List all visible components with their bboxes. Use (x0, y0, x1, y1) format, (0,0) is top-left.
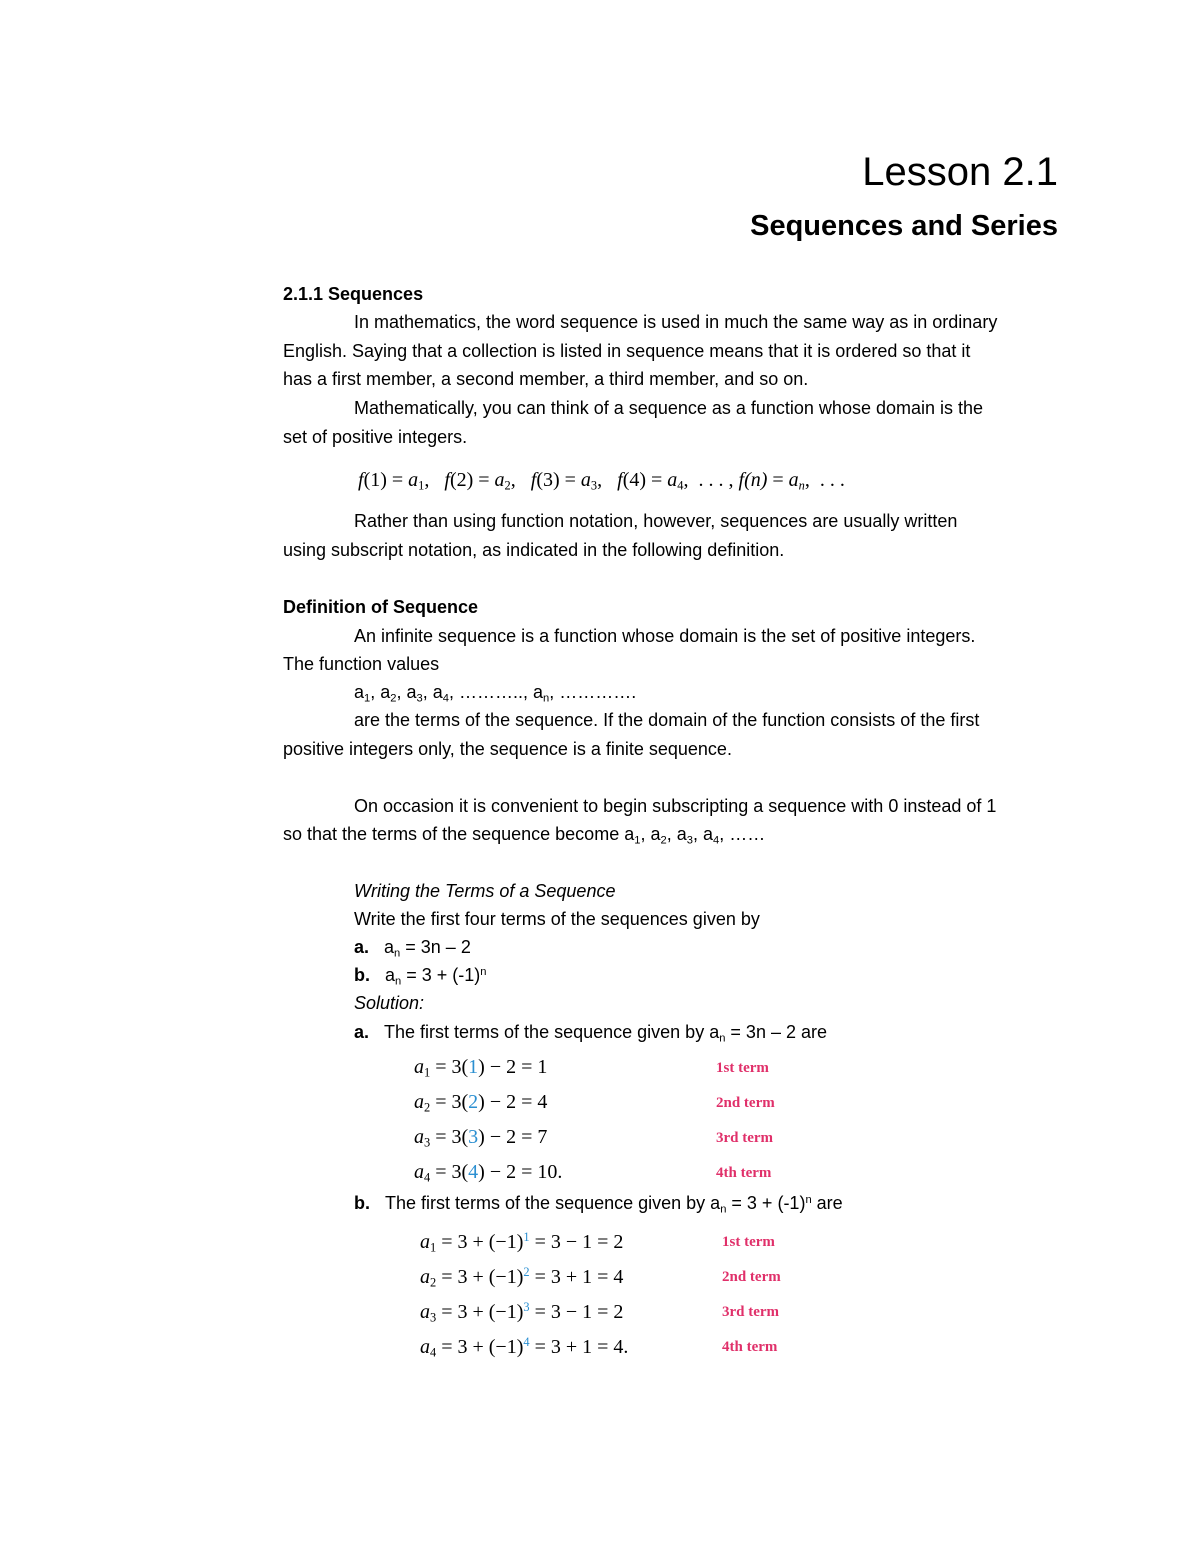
fn-term: $f(1) = a_1$, (358, 469, 440, 493)
example-item-b: b. $a_n = 3 + (-1)^n$ (354, 965, 487, 988)
solution-row: $a_3 = 3(3) - 2 = 7$ (414, 1126, 548, 1150)
solution-row: $a_4 = 3(4) - 2 = 10$. (414, 1161, 563, 1185)
definition-line: are the terms of the sequence. If the domain of the function consists of the first (354, 710, 980, 730)
term-label: 1st term (722, 1234, 775, 1250)
paragraph-line: set of positive integers. (283, 427, 468, 447)
example-prompt: Write the first four terms of the sequences given by (354, 909, 760, 929)
paragraph-line: has a first member, a second member, a third member, and so on. (283, 369, 809, 389)
term-label: 3rd term (722, 1304, 780, 1320)
solution-label: Solution: (354, 993, 425, 1013)
term-label: 2nd term (722, 1269, 781, 1285)
term-label: 4th term (716, 1165, 772, 1181)
function-notation-equation (358, 466, 845, 494)
definition-line: so that the terms of the sequence become $a_1$, $a_2$, $a_3$, $a_4$, …… (283, 824, 766, 847)
solution-a-intro: a. The first terms of the sequence given by $a_n = 3n - 2$ are (354, 1022, 827, 1045)
fn-term: $f(3) = a_3$, (530, 469, 613, 493)
definition-heading: Definition of Sequence (283, 597, 479, 617)
fn-term: $f(2) = a_2$, (444, 469, 526, 493)
solution-row: $a_1 = 3 + (-1)^1 = 3 - 1 = 2$ (420, 1230, 624, 1255)
section-heading: 2.1.1 Sequences (283, 284, 424, 304)
definition-line: On occasion it is convenient to begin subscripting a sequence with 0 instead of 1 (354, 796, 997, 816)
lesson-title: Lesson 2.1 (862, 150, 1058, 194)
fn-term-last: $f(n) = a_n$, (738, 469, 815, 493)
example-item-a: a. $a_n = 3n - 2$ (354, 937, 471, 960)
solution-row: $a_2 = 3(2) - 2 = 4$ (414, 1091, 548, 1115)
solution-row: $a_3 = 3 + (-1)^3 = 3 - 1 = 2$ (420, 1300, 624, 1325)
definition-line: positive integers only, the sequence is a finite sequence. (283, 739, 732, 759)
paragraph-line: using subscript notation, as indicated in the following definition. (283, 540, 785, 560)
term-label: 1st term (716, 1060, 769, 1076)
term-label: 2nd term (716, 1095, 775, 1111)
definition-line: An infinite sequence is a function whose domain is the set of positive integers. (354, 626, 976, 646)
definition-line: The function values (283, 654, 440, 674)
solution-row: $a_4 = 3 + (-1)^4 = 3 + 1 = 4$. (420, 1335, 629, 1360)
solution-row: $a_2 = 3 + (-1)^2 = 3 + 1 = 4$ (420, 1265, 624, 1290)
paragraph-line: Rather than using function notation, however, sequences are usually written (354, 511, 958, 531)
fn-term: $f(4) = a_4$, (617, 469, 694, 493)
lesson-subtitle: Sequences and Series (750, 210, 1058, 242)
fn-ellipsis: . . . , (698, 469, 734, 491)
solution-b-intro: b. The first terms of the sequence given by $a_n = 3 + (-1)^n$ are (354, 1193, 843, 1216)
example-title: Writing the Terms of a Sequence (354, 881, 616, 901)
paragraph-line: Mathematically, you can think of a sequence as a function whose domain is the (354, 398, 984, 418)
paragraph-line: English. Saying that a collection is listed in sequence means that it is ordered so that it (283, 341, 971, 361)
term-label: 4th term (722, 1339, 778, 1355)
terms-list: $a_1$, $a_2$, $a_3$, $a_4$, ……….., $a_n$, …………. (354, 682, 637, 705)
solution-row: $a_1 = 3(1) - 2 = 1$ (414, 1056, 548, 1080)
fn-trailing: . . . (819, 469, 845, 491)
term-label: 3rd term (716, 1130, 774, 1146)
paragraph-line: In mathematics, the word sequence is used in much the same way as in ordinary (354, 312, 998, 332)
